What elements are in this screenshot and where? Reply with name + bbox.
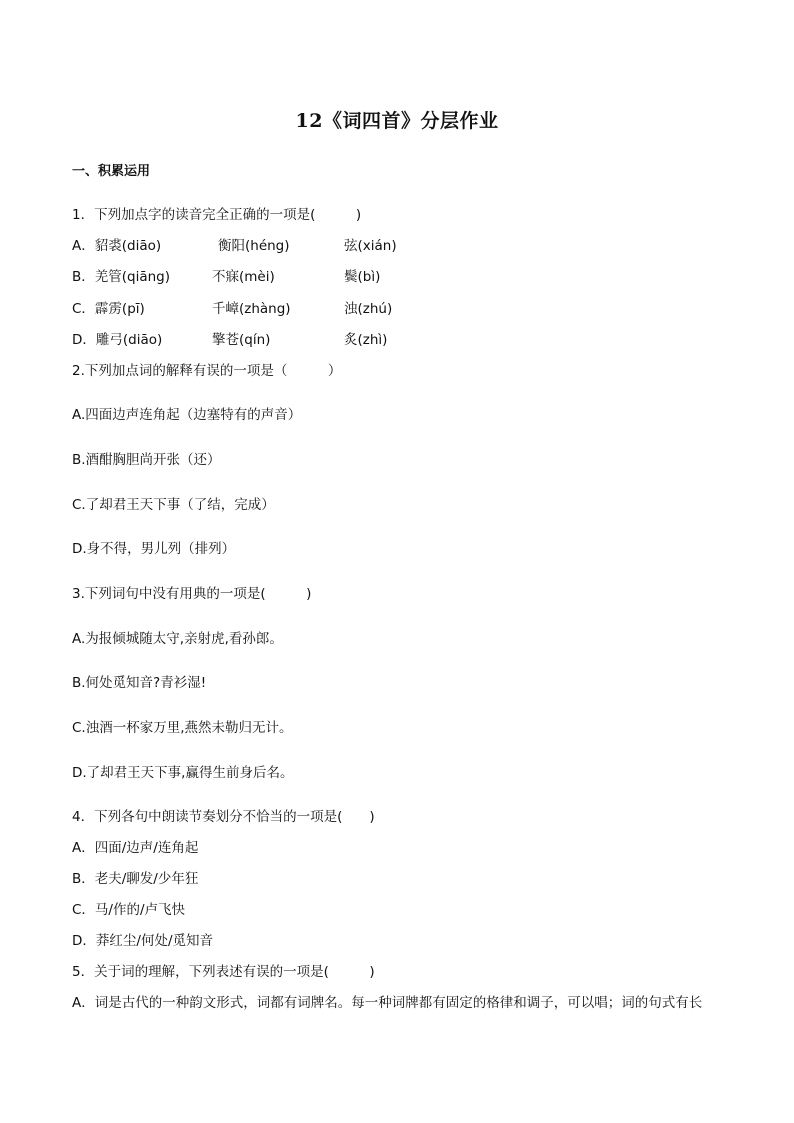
option-word: 炙(zhì) [344, 332, 388, 348]
page-title: 12《词四首》分层作业 [295, 110, 499, 132]
question-2-option-d: D.身不得，男儿列（排列） [72, 541, 236, 557]
question-4-option-a: A．四面/边声/连角起 [72, 840, 199, 856]
question-5-stem: 5．关于词的理解，下列表述有误的一项是( ) [72, 964, 375, 980]
option-word: 浊(zhú) [344, 301, 393, 317]
option-word: 衡阳(héng) [218, 238, 290, 254]
option-word: D．雕弓(diāo) [72, 332, 163, 348]
option-word: 擎苍(qín) [212, 332, 271, 348]
question-4-option-d: D．莽红尘/何处/觅知音 [72, 933, 213, 949]
option-word: 弦(xián) [344, 238, 397, 254]
question-4-option-c: C．马/作的/卢飞快 [72, 902, 186, 918]
question-4-stem: 4．下列各句中朗读节奏划分不恰当的一项是( ) [72, 809, 375, 825]
option-word: A．貂裘(diāo) [72, 238, 162, 254]
question-3-stem: 3.下列词句中没有用典的一项是( ) [72, 586, 312, 602]
section-heading: 一、积累运用 [72, 164, 151, 179]
question-3-option-a: A.为报倾城随太守,亲射虎,看孙郎。 [72, 631, 283, 647]
question-5-option-a: A．词是古代的一种韵文形式，词都有词牌名。每一种词牌都有固定的格律和调子，可以唱；词的句式有长 [72, 995, 703, 1011]
option-word: 鬓(bì) [344, 269, 381, 285]
question-2-option-b: B.酒酣胸胆尚开张（还） [72, 452, 221, 468]
question-2-option-a: A.四面边声连角起（边塞特有的声音） [72, 407, 302, 423]
question-2-stem: 2.下列加点词的解释有误的一项是（ ） [72, 363, 342, 379]
option-word: 不寐(mèi) [212, 269, 275, 285]
option-word: B．羌管(qiāng) [72, 269, 171, 285]
question-3-option-c: C.浊酒一杯家万里,燕然未勒归无计。 [72, 720, 293, 736]
option-word: 千嶂(zhàng) [212, 301, 291, 317]
option-word: C．霹雳(pī) [72, 301, 145, 317]
question-3-option-b: B.何处觅知音?青衫湿! [72, 675, 207, 691]
question-3-option-d: D.了却君王天下事,赢得生前身后名。 [72, 765, 294, 781]
question-4-option-b: B．老夫/聊发/少年狂 [72, 871, 199, 887]
question-2-option-c: C.了却君王天下事（了结，完成） [72, 497, 275, 513]
question-1-stem: 1．下列加点字的读音完全正确的一项是( ) [72, 207, 362, 223]
